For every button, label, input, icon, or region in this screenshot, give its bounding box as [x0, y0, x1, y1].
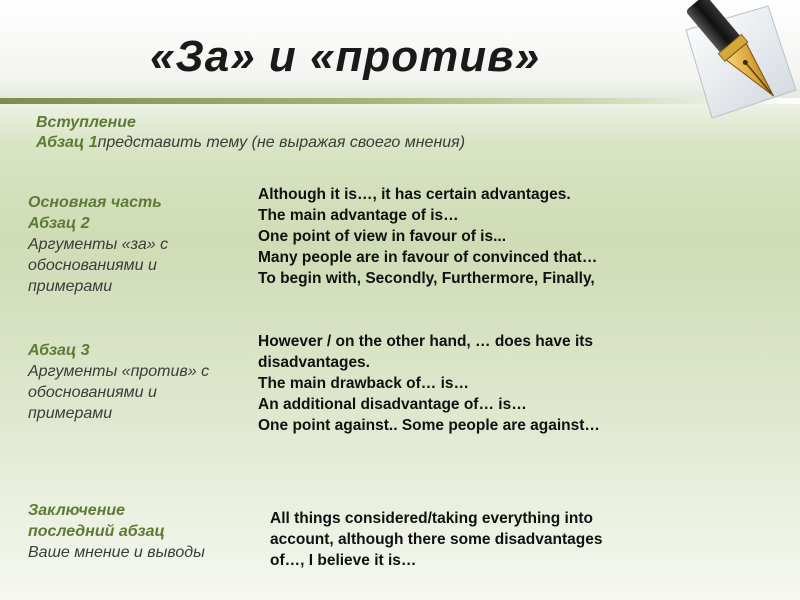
cons-phrase: The main drawback of… is…: [258, 375, 470, 392]
paragraph-3-block: [28, 340, 243, 424]
pros-phrase: One point of view in favour of is...: [258, 228, 507, 245]
pros-phrase: To begin with, Secondly, Furthermore, Finally,: [258, 270, 595, 287]
pros-phrase: Many people are in favour of convinced that…: [258, 249, 598, 266]
conclusion-text: Ваше мнение и выводы: [28, 544, 205, 561]
cons-phrase: disadvantages.: [258, 354, 370, 371]
conclusion-phrase: of…, I believe it is…: [270, 552, 417, 569]
main-part-block: [28, 192, 243, 297]
page-title: «За» и «против»: [150, 32, 541, 81]
fountain-pen-icon: [672, 0, 800, 128]
paragraph-2-label: Абзац 2: [28, 215, 90, 232]
intro-heading: Вступление: [36, 114, 136, 131]
conclusion-block: [28, 500, 268, 563]
pros-phrase: Although it is…, it has certain advantages.: [258, 186, 571, 203]
conclusion-phrase: All things considered/taking everything into: [270, 510, 593, 527]
paragraph-2-text: Аргументы «за» с обоснованиями и примерами: [28, 236, 169, 295]
conclusion-heading: Заключение: [28, 502, 126, 519]
main-part-heading: Основная часть: [28, 194, 162, 211]
cons-phrase: However / on the other hand, … does have its: [258, 333, 594, 350]
intro-paragraph-text: представить тему (не выражая своего мнения): [97, 134, 466, 151]
cons-phrase: An additional disadvantage of… is…: [258, 396, 527, 413]
paragraph-3-label: Абзац 3: [28, 342, 90, 359]
conclusion-phrases: [270, 508, 790, 571]
intro-paragraph-label: Абзац 1: [36, 134, 98, 151]
conclusion-subheading: последний абзац: [28, 523, 165, 540]
pros-phrases: [258, 184, 778, 289]
conclusion-phrase: account, although there some disadvantages: [270, 531, 603, 548]
pros-phrase: The main advantage of is…: [258, 207, 459, 224]
paragraph-3-text: Аргументы «против» с обоснованиями и примерами: [28, 363, 210, 422]
cons-phrase: One point against.. Some people are against…: [258, 417, 600, 434]
intro-block: [36, 113, 496, 153]
cons-phrases: [258, 331, 778, 436]
